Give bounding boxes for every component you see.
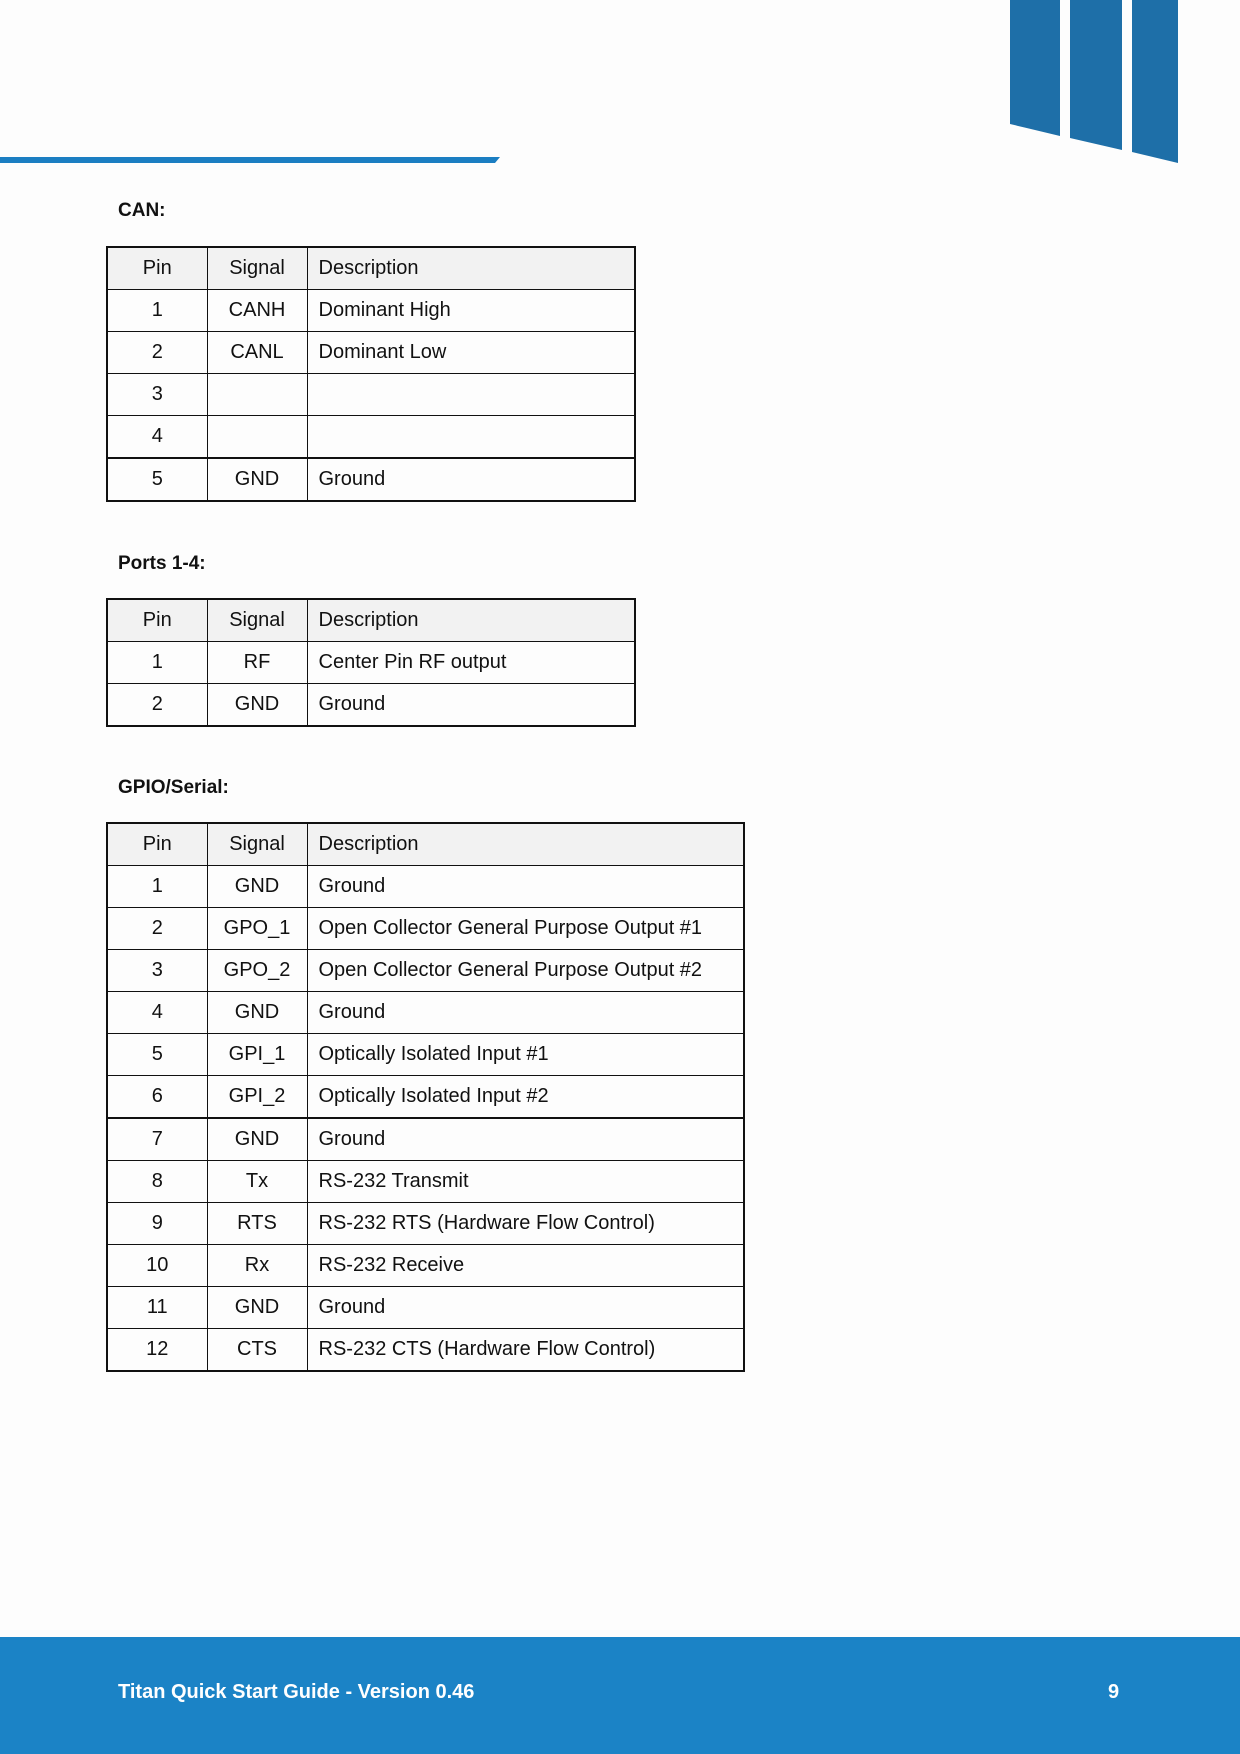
pin-cell: 8 bbox=[107, 1161, 207, 1203]
table-row bbox=[107, 866, 744, 908]
description-cell: Optically Isolated Input #2 bbox=[307, 1076, 744, 1119]
description-cell: Ground bbox=[307, 866, 744, 908]
table-row bbox=[107, 1287, 744, 1329]
description-cell: Open Collector General Purpose Output #1 bbox=[307, 908, 744, 950]
signal-cell: GND bbox=[207, 1287, 307, 1329]
signal-cell: RTS bbox=[207, 1203, 307, 1245]
description-cell: RS-232 Transmit bbox=[307, 1161, 744, 1203]
table-row bbox=[107, 950, 744, 992]
description-cell: Ground bbox=[307, 458, 635, 501]
pin-cell: 3 bbox=[107, 374, 207, 416]
table-row bbox=[107, 1034, 744, 1076]
table-row bbox=[107, 1329, 744, 1372]
description-cell: Dominant Low bbox=[307, 332, 635, 374]
table-row bbox=[107, 1203, 744, 1245]
gpio-serial-pin-table bbox=[106, 822, 745, 1372]
table-row bbox=[107, 458, 635, 501]
signal-cell: GND bbox=[207, 458, 307, 501]
signal-cell: GND bbox=[207, 684, 307, 727]
pin-cell: 2 bbox=[107, 684, 207, 727]
description-cell: Ground bbox=[307, 992, 744, 1034]
table-row bbox=[107, 374, 635, 416]
description-cell: Ground bbox=[307, 1118, 744, 1161]
footer-title: Titan Quick Start Guide - Version 0.46 bbox=[118, 1681, 475, 1703]
table-row bbox=[107, 416, 635, 459]
pin-cell: 2 bbox=[107, 908, 207, 950]
pin-cell: 7 bbox=[107, 1118, 207, 1161]
description-cell: RS-232 CTS (Hardware Flow Control) bbox=[307, 1329, 744, 1372]
pin-cell: 4 bbox=[107, 416, 207, 459]
description-cell: Ground bbox=[307, 1287, 744, 1329]
table-row bbox=[107, 992, 744, 1034]
description-cell bbox=[307, 374, 635, 416]
table-row bbox=[107, 1161, 744, 1203]
pin-cell: 2 bbox=[107, 332, 207, 374]
page-number: 9 bbox=[1108, 1681, 1120, 1703]
description-cell: Center Pin RF output bbox=[307, 642, 635, 684]
ports-section-title: Ports 1-4: bbox=[118, 553, 206, 574]
table-row bbox=[107, 1118, 744, 1161]
table-header-row bbox=[107, 247, 635, 290]
signal-cell: GPI_1 bbox=[207, 1034, 307, 1076]
description-cell: Optically Isolated Input #1 bbox=[307, 1034, 744, 1076]
signal-cell: CANH bbox=[207, 290, 307, 332]
column-header-description: Description bbox=[307, 599, 635, 642]
pin-cell: 6 bbox=[107, 1076, 207, 1119]
ports-pin-table bbox=[106, 598, 636, 727]
can-pin-table bbox=[106, 246, 636, 502]
pin-cell: 1 bbox=[107, 642, 207, 684]
description-cell bbox=[307, 416, 635, 459]
pin-cell: 9 bbox=[107, 1203, 207, 1245]
column-header-description: Description bbox=[307, 823, 744, 866]
page-footer bbox=[0, 1637, 1240, 1754]
pin-cell: 5 bbox=[107, 458, 207, 501]
pin-cell: 11 bbox=[107, 1287, 207, 1329]
can-section-title: CAN: bbox=[118, 200, 166, 221]
pin-cell: 12 bbox=[107, 1329, 207, 1372]
signal-cell: GPI_2 bbox=[207, 1076, 307, 1119]
column-header-signal: Signal bbox=[207, 823, 307, 866]
table-row bbox=[107, 332, 635, 374]
column-header-pin: Pin bbox=[107, 247, 207, 290]
signal-cell bbox=[207, 416, 307, 459]
pin-cell: 1 bbox=[107, 290, 207, 332]
pin-cell: 5 bbox=[107, 1034, 207, 1076]
signal-cell: Tx bbox=[207, 1161, 307, 1203]
description-cell: RS-232 RTS (Hardware Flow Control) bbox=[307, 1203, 744, 1245]
table-row bbox=[107, 1076, 744, 1119]
table-row bbox=[107, 1245, 744, 1287]
table-header-row bbox=[107, 599, 635, 642]
table-row bbox=[107, 684, 635, 727]
three-vertical-bars-logo bbox=[1010, 0, 1180, 165]
signal-cell: CANL bbox=[207, 332, 307, 374]
table-row bbox=[107, 290, 635, 332]
pin-cell: 3 bbox=[107, 950, 207, 992]
signal-cell: RF bbox=[207, 642, 307, 684]
signal-cell: GND bbox=[207, 992, 307, 1034]
description-cell: Ground bbox=[307, 684, 635, 727]
table-header-row bbox=[107, 823, 744, 866]
pin-cell: 1 bbox=[107, 866, 207, 908]
signal-cell: GPO_2 bbox=[207, 950, 307, 992]
table-row bbox=[107, 908, 744, 950]
gpio-serial-section-title: GPIO/Serial: bbox=[118, 777, 229, 798]
description-cell: Open Collector General Purpose Output #2 bbox=[307, 950, 744, 992]
signal-cell bbox=[207, 374, 307, 416]
description-cell: Dominant High bbox=[307, 290, 635, 332]
column-header-pin: Pin bbox=[107, 823, 207, 866]
signal-cell: GND bbox=[207, 866, 307, 908]
pin-cell: 10 bbox=[107, 1245, 207, 1287]
description-cell: RS-232 Receive bbox=[307, 1245, 744, 1287]
signal-cell: Rx bbox=[207, 1245, 307, 1287]
signal-cell: GND bbox=[207, 1118, 307, 1161]
pin-cell: 4 bbox=[107, 992, 207, 1034]
column-header-signal: Signal bbox=[207, 247, 307, 290]
column-header-description: Description bbox=[307, 247, 635, 290]
column-header-signal: Signal bbox=[207, 599, 307, 642]
header-rule bbox=[0, 157, 500, 163]
signal-cell: GPO_1 bbox=[207, 908, 307, 950]
column-header-pin: Pin bbox=[107, 599, 207, 642]
signal-cell: CTS bbox=[207, 1329, 307, 1372]
table-row bbox=[107, 642, 635, 684]
